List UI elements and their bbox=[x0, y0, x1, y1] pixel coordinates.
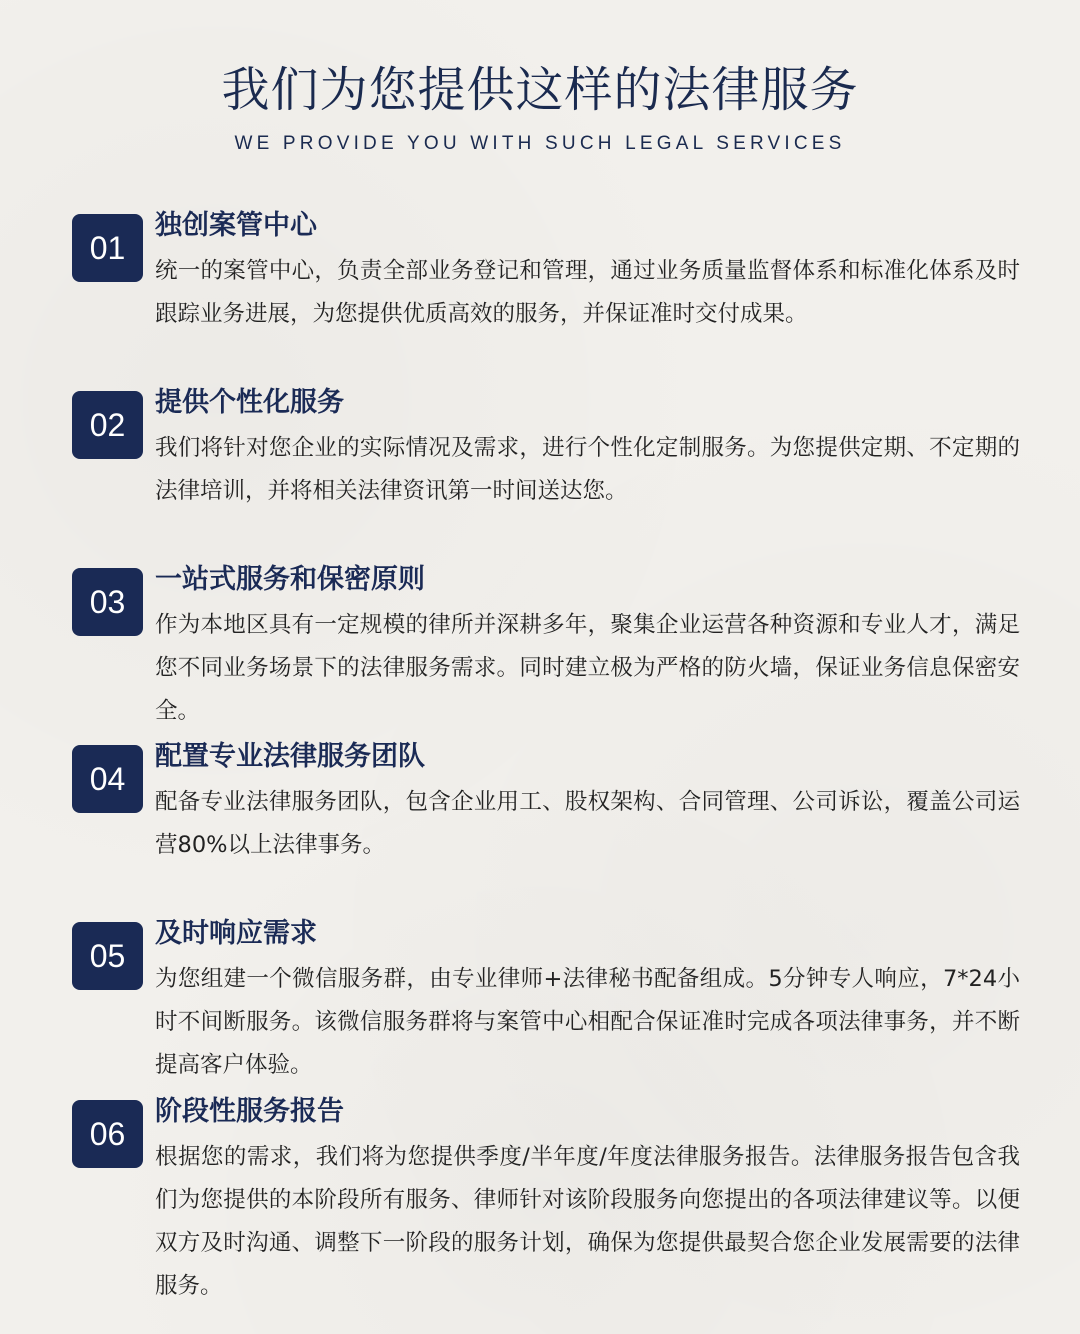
item-description: 配备专业法律服务团队，包含企业用工、股权架构、合同管理、公司诉讼，覆盖公司运营80%以上法律事务。 bbox=[155, 789, 1020, 858]
item-title: 配置专业法律服务团队 bbox=[155, 741, 425, 772]
item-number-badge: 01 bbox=[72, 214, 143, 282]
item-description: 根据您的需求，我们将为您提供季度/半年度/年度法律服务报告。法律服务报告包含我们为您提供的本阶段所有服务、律师针对该阶段服务向您提出的各项法律建议等。以便双方及时沟通、调整下一阶段的服务计划，确保为您提供最契合您企业发展需要的法律服务。 bbox=[155, 1144, 1020, 1299]
item-number-badge: 04 bbox=[72, 745, 143, 813]
item-description: 作为本地区具有一定规模的律所并深耕多年，聚集企业运营各种资源和专业人才，满足您不同业务场景下的法律服务需求。同时建立极为严格的防火墙，保证业务信息保密安全。 bbox=[155, 612, 1020, 724]
item-number-badge: 03 bbox=[72, 568, 143, 636]
item-title: 及时响应需求 bbox=[155, 918, 317, 949]
item-number-badge: 05 bbox=[72, 922, 143, 990]
item-title: 独创案管中心 bbox=[155, 210, 317, 241]
item-description: 统一的案管中心，负责全部业务登记和管理，通过业务质量监督体系和标准化体系及时跟踪业务进展，为您提供优质高效的服务，并保证准时交付成果。 bbox=[155, 258, 1020, 327]
item-title: 提供个性化服务 bbox=[155, 387, 344, 418]
item-title: 一站式服务和保密原则 bbox=[155, 564, 425, 595]
page-subtitle: WE PROVIDE YOU WITH SUCH LEGAL SERVICES bbox=[234, 133, 846, 154]
item-description: 为您组建一个微信服务群，由专业律师+法律秘书配备组成。5分钟专人响应，7*24小时不间断服务。该微信服务群将与案管中心相配合保证准时完成各项法律事务，并不断提高客户体验。 bbox=[155, 966, 1020, 1078]
item-number-badge: 02 bbox=[72, 391, 143, 459]
item-title: 阶段性服务报告 bbox=[155, 1096, 344, 1127]
item-description: 我们将针对您企业的实际情况及需求，进行个性化定制服务。为您提供定期、不定期的法律培训，并将相关法律资讯第一时间送达您。 bbox=[155, 435, 1020, 504]
item-number-badge: 06 bbox=[72, 1100, 143, 1168]
page-title: 我们为您提供这样的法律服务 bbox=[221, 62, 859, 118]
